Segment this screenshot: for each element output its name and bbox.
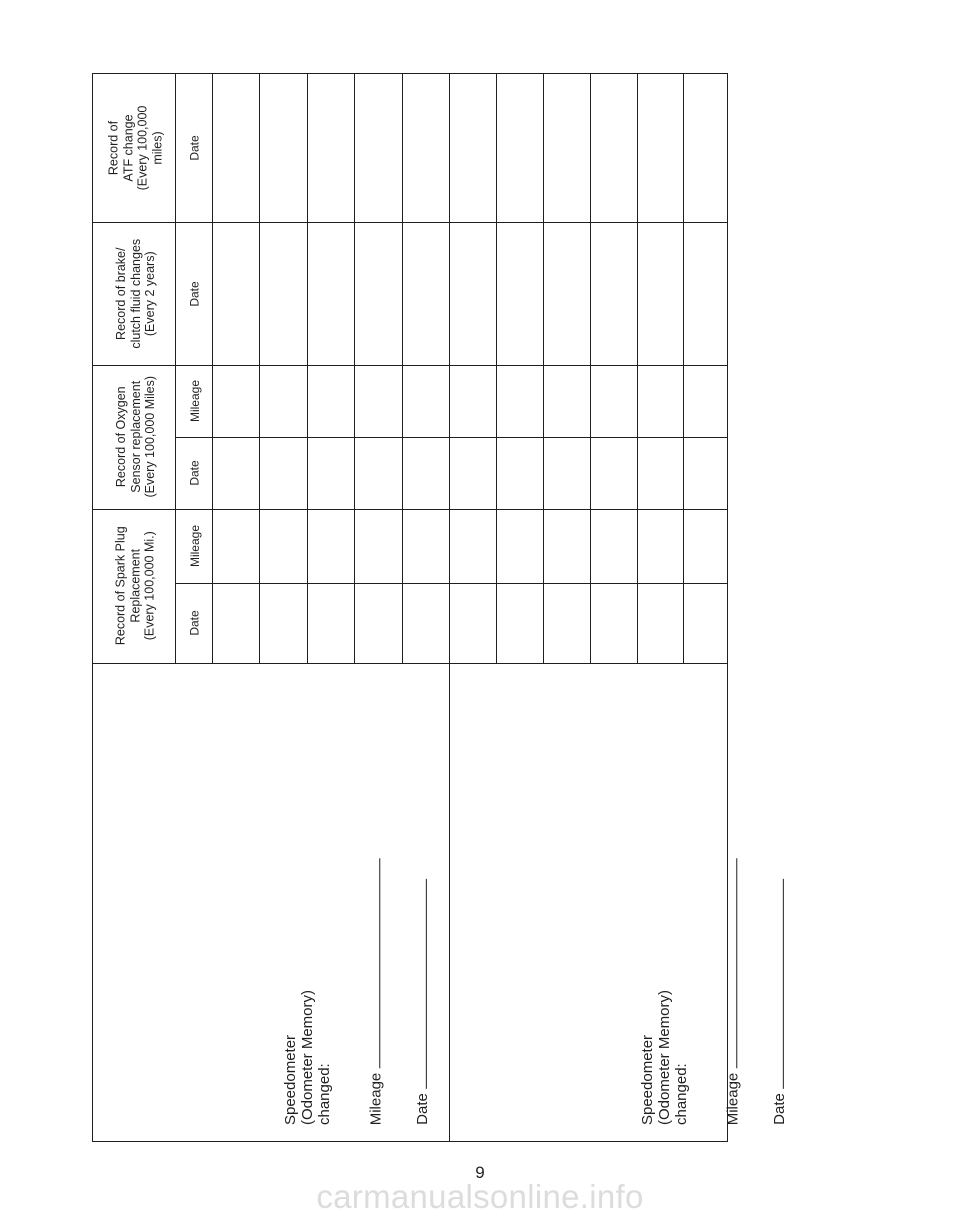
group-header-oxygen	[114, 376, 158, 498]
group-header-line: clutch fluid changes	[128, 238, 143, 349]
row-divider	[259, 73, 260, 663]
page-number: 9	[475, 1163, 485, 1182]
group-header-line: Replacement	[128, 548, 143, 623]
record-table	[92, 73, 728, 1142]
row-divider	[637, 73, 638, 663]
group-header-line: (Every 100,000 Miles)	[142, 375, 157, 498]
row-divider	[307, 73, 308, 663]
row-divider	[212, 73, 213, 663]
speedometer-label-line: (Odometer Memory)	[656, 989, 674, 1126]
sub-header-mileage: Mileage	[187, 379, 202, 423]
date-field	[770, 879, 788, 1125]
group-header-line: (Every 100,000 Mi.)	[142, 531, 157, 641]
group-header-line: (Every 2 years)	[142, 250, 157, 336]
date-field	[413, 879, 431, 1125]
row-divider	[590, 73, 591, 663]
group-header-line: Record of Spark Plug	[113, 526, 128, 646]
section-divider	[449, 663, 450, 1142]
speedometer-label-line: Speedometer	[282, 1034, 300, 1126]
mileage-field-blank[interactable]	[366, 858, 380, 1068]
row-divider	[683, 73, 684, 663]
sub-header-date: Date	[187, 134, 202, 161]
mileage-field-blank[interactable]	[723, 858, 737, 1068]
sub-column-divider	[175, 437, 728, 438]
mileage-field	[366, 858, 384, 1125]
group-header-brake	[114, 238, 158, 348]
label-area-divider	[92, 663, 728, 664]
row-divider	[402, 73, 403, 663]
sub-column-divider	[175, 583, 728, 584]
row-divider	[543, 73, 544, 663]
speedometer-label-line: changed:	[673, 1063, 691, 1126]
sub-header-date: Date	[187, 460, 202, 486]
group-header-line: ATF change	[120, 113, 135, 182]
date-field-text: Date	[770, 1093, 788, 1125]
group-divider	[92, 365, 728, 366]
row-divider	[496, 73, 497, 663]
group-divider	[92, 509, 728, 510]
date-field-blank[interactable]	[413, 879, 427, 1089]
speedometer-label	[282, 990, 333, 1125]
date-field-text: Date	[413, 1093, 431, 1125]
row-divider	[354, 73, 355, 663]
speedometer-label-line: (Odometer Memory)	[299, 989, 317, 1126]
group-header-spark	[114, 526, 158, 645]
speedometer-label-line: Speedometer	[639, 1034, 657, 1126]
sub-header-date: Date	[187, 610, 202, 636]
mileage-field-text: Mileage	[366, 1072, 384, 1125]
group-header-line: Sensor replacement	[128, 380, 143, 493]
sub-header-mileage: Mileage	[187, 524, 202, 568]
date-field-blank[interactable]	[770, 879, 784, 1089]
group-header-line: (Every 100,000	[135, 105, 150, 190]
row-divider	[449, 73, 450, 663]
group-header-line: miles)	[149, 130, 164, 165]
group-divider	[92, 222, 728, 223]
speedometer-label	[639, 990, 690, 1125]
group-header-atf	[106, 105, 164, 190]
group-header-line: Record of brake/	[113, 247, 128, 340]
group-header-line: Record of Oxygen	[113, 386, 128, 488]
group-header-line: Record of	[106, 120, 121, 175]
mileage-field	[723, 858, 741, 1125]
header-divider	[175, 73, 176, 663]
sub-header-date: Date	[187, 280, 202, 307]
mileage-field-text: Mileage	[723, 1072, 741, 1125]
speedometer-label-line: changed:	[316, 1063, 334, 1126]
watermark: carmanualsonline.info	[316, 1178, 644, 1215]
